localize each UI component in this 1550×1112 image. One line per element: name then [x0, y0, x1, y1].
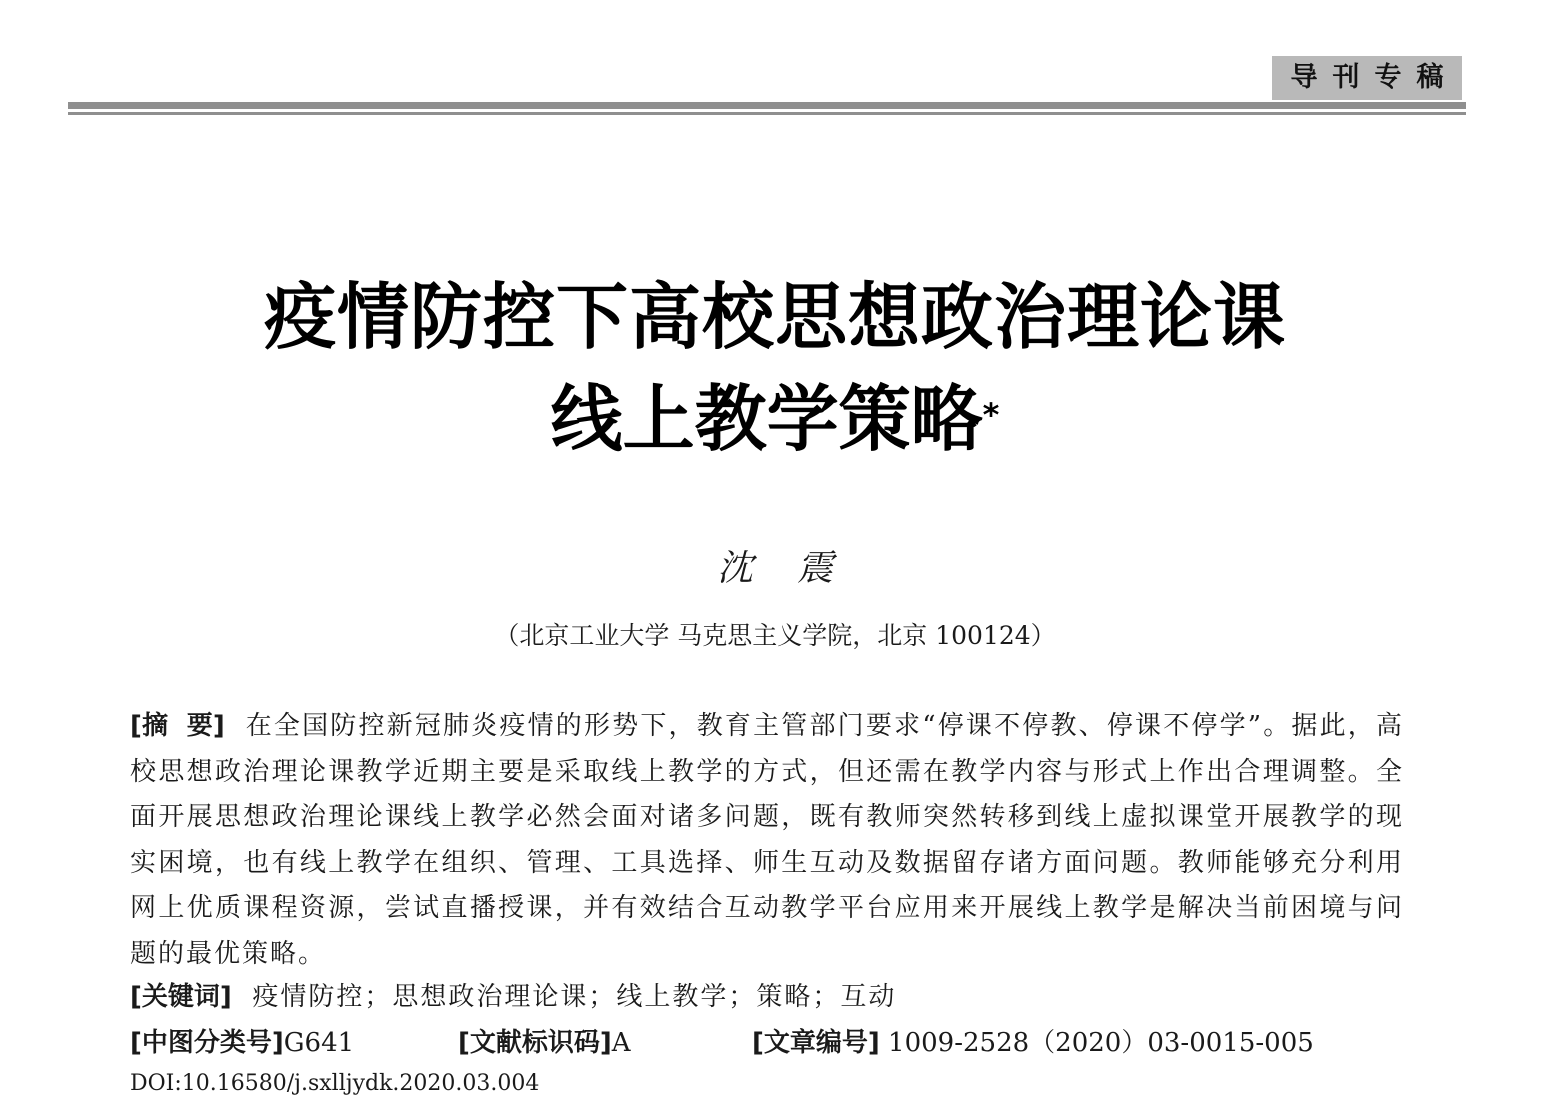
title-footnote-mark: * [982, 396, 1000, 434]
clc-value: G641 [283, 1028, 355, 1058]
document-code-label: [文献标识码] [458, 1028, 612, 1058]
abstract-text: 在全国防控新冠肺炎疫情的形势下，教育主管部门要求“停课不停教、停课不停学”。据此，高校思想政治理论课教学近期主要是采取线上教学的方式，但还需在教学内容与形式上作出合理调整。全面开展思想政治理论课线上教学必然会面对诸多问题，既有教师突然转移到线上虚拟课堂开展教学的现实困境，也有线上教学在组织、管理、工具选择、师生互动及数据留存诸方面问题。教师能够充分利用网上优质课程资源，尝试直播授课，并有效结合互动教学平台应用来开展线上教学是解决当前困境与问题的最优策略。 [130, 711, 1404, 969]
article-title-line-2-text: 线上教学策略 [550, 377, 983, 461]
article-number [752, 1022, 1314, 1064]
author-name: 沈震 [716, 548, 877, 589]
article-title-line-1: 疫情防控下高校思想政治理论课 [263, 275, 1286, 359]
author-affiliation: （北京工业大学 马克思主义学院，北京 100124） [494, 621, 1056, 650]
keywords [130, 976, 1404, 1018]
header-rule-thin [68, 112, 1466, 115]
article-title-line-2 [0, 374, 1550, 464]
document-code [458, 1022, 631, 1064]
article-number-label: [文章编号] [752, 1028, 880, 1058]
abstract-label: [摘 要] [130, 711, 225, 741]
clc-number [130, 1022, 354, 1064]
article-number-value: 1009-2528（2020）03-0015-005 [888, 1028, 1314, 1058]
keywords-text: 疫情防控；思想政治理论课；线上教学；策略；互动 [252, 982, 897, 1012]
header-rule-thick [68, 102, 1466, 109]
section-label: 导刊专稿 [1272, 56, 1462, 100]
doi: DOI:10.16580/j.sxlljydk.2020.03.004 [130, 1071, 540, 1096]
abstract [130, 704, 1404, 977]
keywords-label: [关键词] [130, 982, 232, 1012]
document-code-value: A [611, 1028, 631, 1058]
clc-label: [中图分类号] [130, 1028, 284, 1058]
